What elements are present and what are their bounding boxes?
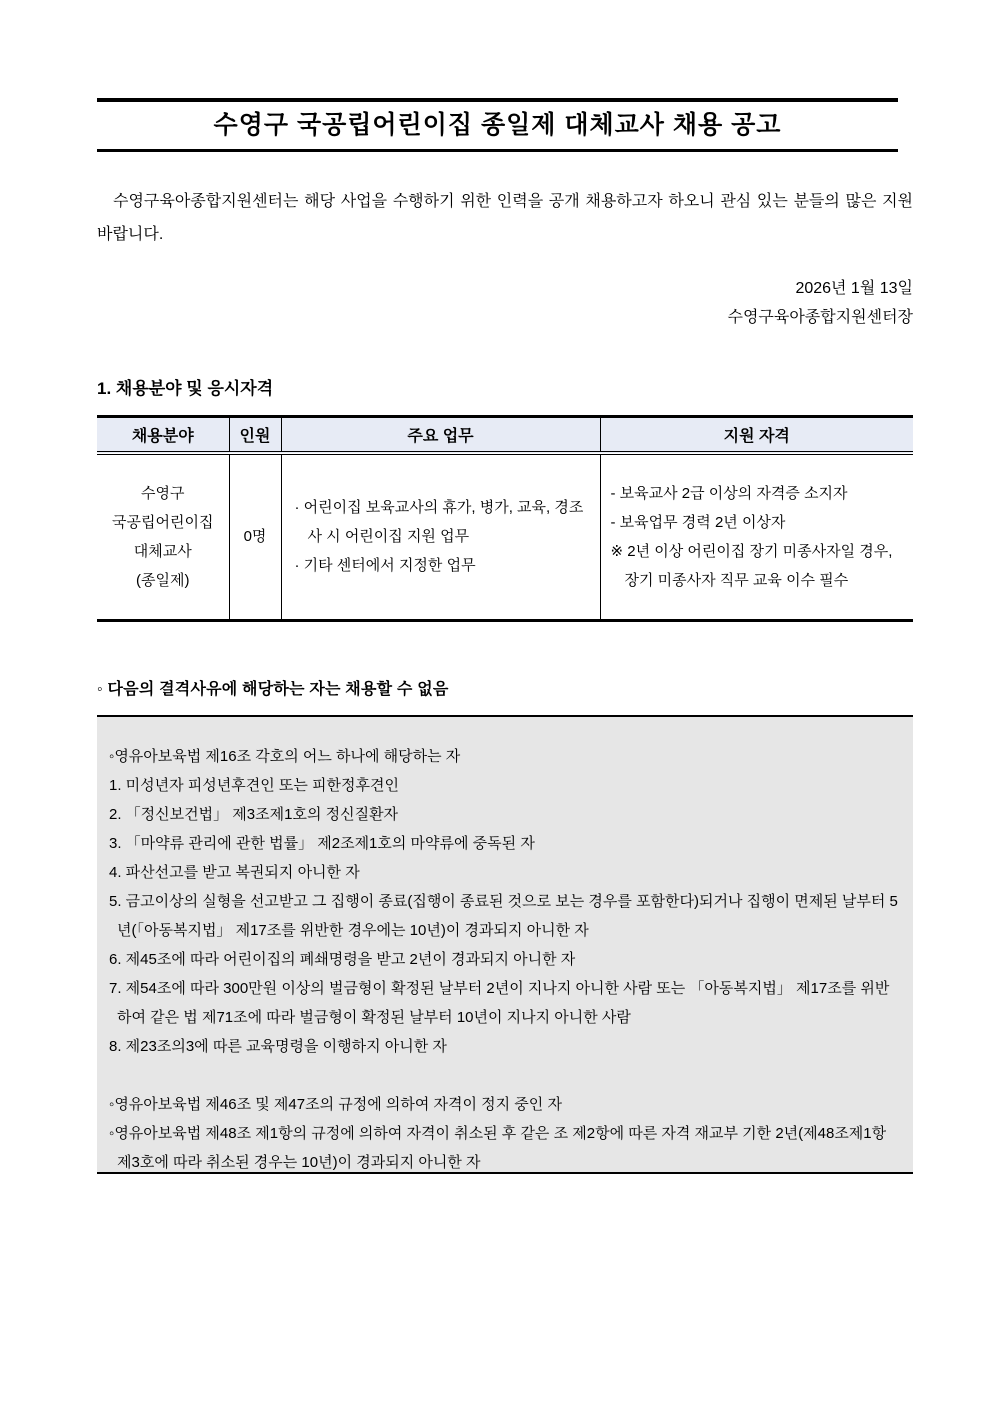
- announcement-date: 2026년 1월 13일: [795, 280, 913, 297]
- disqualification-item: 7. 제54조에 따라 300만원 이상의 벌금형이 확정된 날부터 2년이 지나지 아니한 사람 또는 「아동복지법」 제17조를 위반하여 같은 법 제71조에 따라 벌금형이 확정된 날부터 10년이 지나지 아니한 사람: [109, 980, 890, 1026]
- qualification-item: - 보육교사 2급 이상의 자격증 소지자: [610, 484, 848, 502]
- field-line: 국공립어린이집: [112, 513, 214, 531]
- cell-headcount: 0명: [229, 453, 281, 621]
- recruitment-table: [97, 415, 913, 622]
- duty-item: · 어린이집 보육교사의 휴가, 병가, 교육, 경조사 시 어린이집 지원 업무: [294, 499, 584, 546]
- title-block: [97, 98, 898, 152]
- disqualification-item: ◦영유아보육법 제46조 및 제47조의 규정에 의하여 자격이 정지 중인 자: [109, 1096, 562, 1113]
- col-header-duties: 주요 업무: [281, 417, 600, 453]
- cell-qualifications: [600, 453, 913, 621]
- disqualification-box: [97, 715, 913, 1174]
- qualification-item: ※ 2년 이상 어린이집 장기 미종사자일 경우, 장기 미종사자 직무 교육 이수 필수: [610, 542, 893, 589]
- col-header-field: 채용분야: [97, 417, 229, 453]
- disqualification-item: 6. 제45조에 따라 어린이집의 폐쇄명령을 받고 2년이 경과되지 아니한 자: [109, 951, 576, 968]
- col-header-headcount: 인원: [229, 417, 281, 453]
- field-line: 대체교사: [133, 542, 192, 560]
- col-header-qualifications: 지원 자격: [600, 417, 913, 453]
- table-header-row: [97, 417, 913, 453]
- disqualification-item: ◦영유아보육법 제48조 제1항의 규정에 의하여 자격이 취소된 후 같은 조 제2항에 따른 자격 재교부 기한 2년(제48조제1항제3호에 따라 취소된 경우는 10년)이 경과되지 아니한 자: [109, 1125, 887, 1171]
- disqualification-item: 4. 파산선고를 받고 복권되지 아니한 자: [109, 864, 360, 881]
- page-title: 수영구 국공립어린이집 종일제 대체교사 채용 공고: [213, 111, 782, 139]
- cell-recruitment-field: [97, 453, 229, 621]
- issuer-signature: 수영구육아종합지원센터장: [727, 309, 913, 326]
- disqualification-item: 1. 미성년자 피성년후견인 또는 피한정후견인: [109, 777, 400, 794]
- intro-paragraph: 수영구육아종합지원센터는 해당 사업을 수행하기 위한 인력을 공개 채용하고자 하오니 관심 있는 분들의 많은 지원 바랍니다.: [97, 193, 913, 243]
- field-line: 수영구: [141, 484, 185, 502]
- document-content: [97, 0, 913, 1174]
- cell-duties: [281, 453, 600, 621]
- disqualification-heading: ◦ 다음의 결격사유에 해당하는 자는 채용할 수 없음: [97, 681, 449, 698]
- section-heading-recruitment: 1. 채용분야 및 응시자격: [97, 379, 274, 398]
- qualification-item: - 보육업무 경력 2년 이상자: [610, 513, 786, 531]
- disqualification-item: 3. 「마약류 관리에 관한 법률」 제2조제1호의 마약류에 중독된 자: [109, 835, 535, 852]
- table-row: [97, 453, 913, 621]
- field-line: (종일제): [136, 571, 190, 589]
- duty-item: · 기타 센터에서 지정한 업무: [294, 557, 476, 575]
- disqualification-item: 8. 제23조의3에 따른 교육명령을 이행하지 아니한 자: [109, 1038, 447, 1055]
- disqualification-item: 2. 「정신보건법」 제3조제1호의 정신질환자: [109, 806, 399, 823]
- disqualification-item: 5. 금고이상의 실형을 선고받고 그 집행이 종료(집행이 종료된 것으로 보는 경우를 포함한다)되거나 집행이 면제된 날부터 5년(「아동복지법」 제17조를 위반한 경우에는 10년)이 경과되지 아니한 자: [109, 893, 898, 939]
- disqualification-item: ◦영유아보육법 제16조 각호의 어느 하나에 해당하는 자: [109, 748, 461, 765]
